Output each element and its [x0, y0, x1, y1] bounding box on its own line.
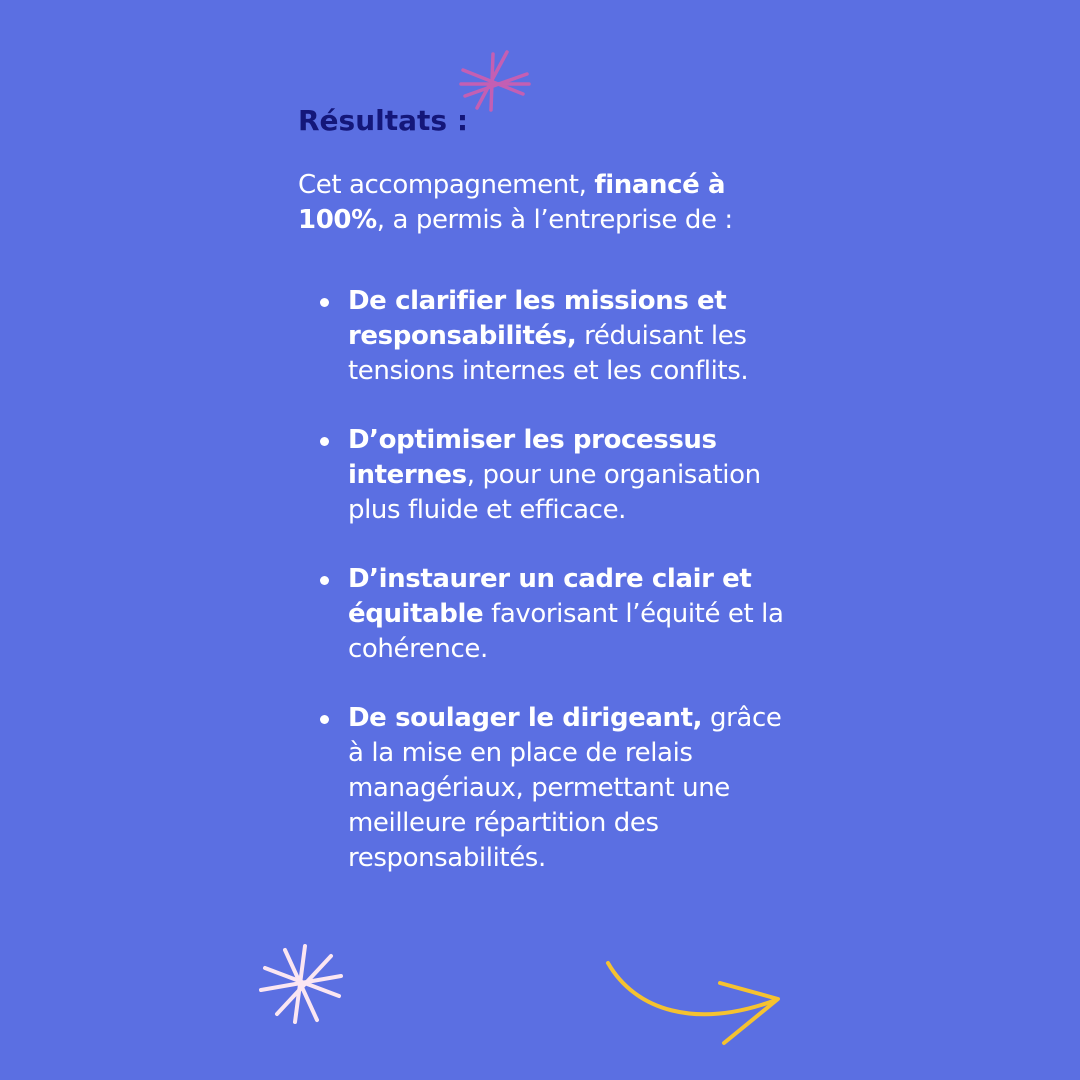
section-title: Résultats : [298, 104, 469, 137]
bullet-dot-icon [320, 715, 329, 724]
list-item-bold: De clarifier les missions et responsabilités, [348, 286, 727, 351]
intro-highlight: financé à 100% [298, 170, 726, 235]
list-item-bold: De soulager le dirigeant, [348, 703, 703, 733]
list-item [298, 701, 798, 876]
sparkle-bottom-icon [255, 940, 350, 1030]
list-item-text: , pour une organisation plus fluide et efficace. [348, 460, 761, 525]
list-item [298, 284, 798, 389]
list-item [298, 423, 798, 528]
intro-text-end: , a permis à l’entreprise de : [376, 205, 733, 235]
list-item-bold: D’instaurer un cadre clair et équitable [348, 564, 752, 629]
bullet-dot-icon [320, 437, 329, 446]
intro-text-start: Cet accompagnement, [298, 170, 595, 200]
curved-arrow-icon [600, 955, 790, 1055]
list-item [298, 562, 798, 667]
list-item-text: favorisant l’équité et la cohérence. [348, 599, 784, 664]
list-item-bold: D’optimiser les processus internes [348, 425, 717, 490]
list-item-text: grâce à la mise en place de relais managériaux, permettant une meilleure répartition des responsabilités. [348, 703, 782, 873]
results-section [298, 100, 798, 910]
intro-paragraph [298, 168, 798, 238]
results-list [298, 284, 798, 876]
bullet-dot-icon [320, 298, 329, 307]
bullet-dot-icon [320, 576, 329, 585]
list-item-text: réduisant les tensions internes et les conflits. [348, 321, 749, 386]
